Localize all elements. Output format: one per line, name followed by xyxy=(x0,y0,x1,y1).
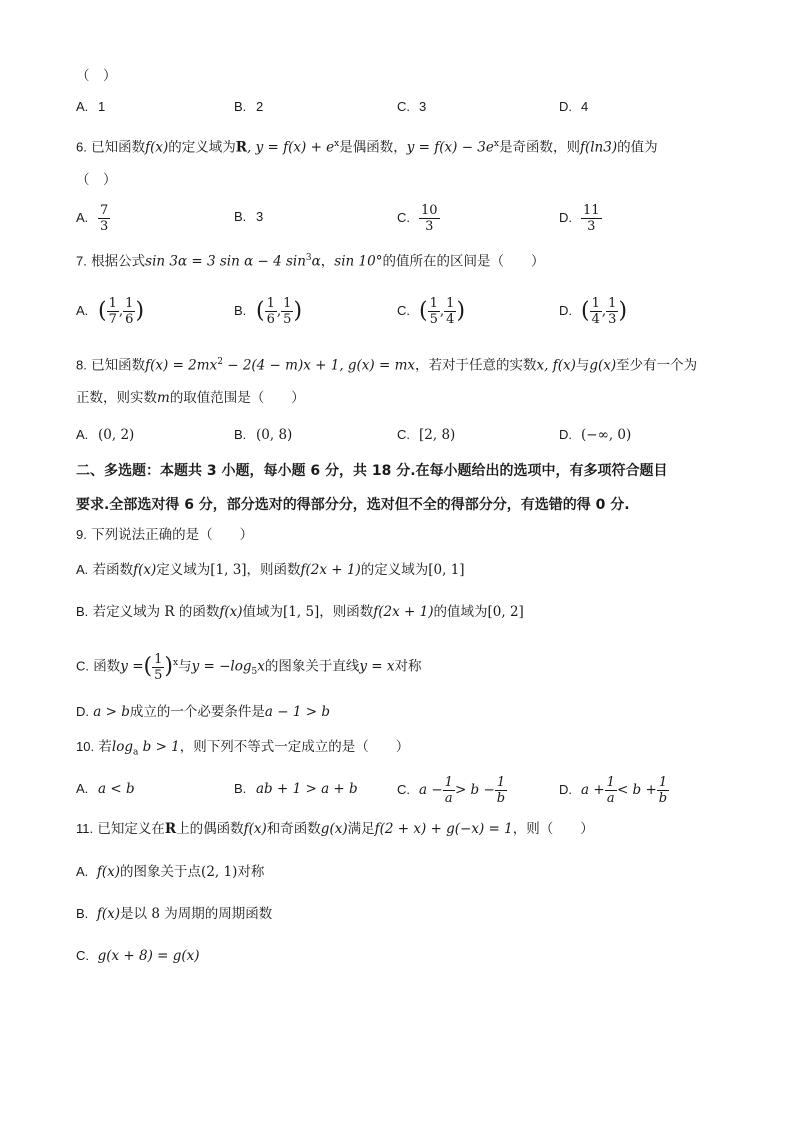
q5-option-a[interactable]: A. 1 xyxy=(76,99,106,114)
q6-option-d[interactable]: D. $\frac{11}{3}$ xyxy=(559,203,600,234)
q9-stem: 9. 下列说法正确的是（ ） xyxy=(76,527,254,543)
q8-option-d[interactable]: D. (−∞, 0) xyxy=(559,427,632,443)
q6-paren: （ ） xyxy=(76,172,117,188)
q8-option-a[interactable]: A. (0, 2) xyxy=(76,427,135,443)
q10-options xyxy=(76,775,736,806)
q9-option-d[interactable]: D. a > b成立的一个必要条件是a − 1 > b xyxy=(76,704,330,720)
q5-option-c[interactable]: C. 3 xyxy=(397,99,427,114)
q11-option-a[interactable]: A. f(x)的图象关于点(2, 1)对称 xyxy=(76,864,265,880)
q10-option-d[interactable]: D. a + $\frac{1}{a}$ < b + $\frac{1}{b}$ xyxy=(559,775,668,806)
q10-stem: 10. 若$\log_a b > 1$，则下列不等式一定成立的是（ ） xyxy=(76,739,410,758)
q5-paren: （ ） xyxy=(76,68,117,84)
q6-option-c[interactable]: C. $\frac{10}{3}$ xyxy=(397,203,438,234)
q6-option-b[interactable]: B. 3 xyxy=(234,209,264,224)
q5-option-b[interactable]: B. 2 xyxy=(234,99,264,114)
q8-option-b[interactable]: B. (0, 8) xyxy=(234,427,293,443)
q5-options xyxy=(76,93,736,121)
q7-option-d[interactable]: D. ( $\frac{1}{4}$ , $\frac{1}{3}$ ) xyxy=(559,296,628,327)
q11-option-b[interactable]: B. f(x)是以 8 为周期的周期函数 xyxy=(76,906,273,922)
q9-option-a[interactable]: A. 若函数f(x)定义域为[1, 3]，则函数f(2x + 1)的定义域为[0, 1] xyxy=(76,562,465,578)
q7-option-a[interactable]: A. ( $\frac{1}{7}$ , $\frac{1}{6}$ ) xyxy=(76,296,145,327)
section2-header-line1: 二、多选题：本题共 3 小题，每小题 6 分，共 18 分.在每小题给出的选项中，有多项符合题目 xyxy=(76,463,668,479)
q10-option-a[interactable]: A. a < b xyxy=(76,781,135,797)
q7-option-c[interactable]: C. ( $\frac{1}{5}$ , $\frac{1}{4}$ ) xyxy=(397,296,466,327)
q5-option-d[interactable]: D. 4 xyxy=(559,99,589,114)
q6-option-a[interactable]: A. $\frac{7}{3}$ xyxy=(76,203,109,234)
q11-option-c[interactable]: C. g(x + 8) = g(x) xyxy=(76,948,200,964)
q8-options xyxy=(76,421,736,449)
q8-stem: 8. 已知函数$f(x) = 2mx^2 - 2(4 - m)x + 1$, g(x) = mx，若对于任意的实数x, f(x)与g(x)至少有一个为 xyxy=(76,357,698,374)
q9-option-b[interactable]: B. 若定义域为 R 的函数f(x)值域为[1, 5]，则函数f(2x + 1)的值域为[0, 2] xyxy=(76,604,524,620)
q10-option-b[interactable]: B. ab + 1 > a + b xyxy=(234,781,358,797)
q6-stem: 6. 已知函数f(x)的定义域为R, $y = f(x) + e^x$是偶函数，$y = f(x) - 3e^x$是奇函数，则f(ln3)的值为 xyxy=(76,139,658,156)
q7-stem: 7. 根据公式sin 3α = 3 sin α − 4 $\sin^3\alpha$，sin 10°的值所在的区间是（ ） xyxy=(76,253,545,270)
q8-stem-line2: 正数，则实数m的取值范围是（ ） xyxy=(76,390,305,406)
section2-header-line2: 要求.全部选对得 6 分，部分选对的得部分分，选对但不全的得部分分，有选错的得 0 分. xyxy=(76,497,630,513)
q7-option-b[interactable]: B. ( $\frac{1}{6}$ , $\frac{1}{5}$ ) xyxy=(234,296,303,327)
q7-options xyxy=(76,296,736,327)
q8-option-c[interactable]: C. [2, 8) xyxy=(397,427,456,443)
q6-options xyxy=(76,203,736,234)
q10-option-c[interactable]: C. a − $\frac{1}{a}$ > b − $\frac{1}{b}$ xyxy=(397,775,506,806)
q11-stem: 11. 已知定义在R上的偶函数f(x)和奇函数g(x)满足f(2 + x) + g(−x) = 1，则（ ） xyxy=(76,821,594,837)
q9-option-c[interactable]: C. 函数y =( $\frac{1}{5}$ )$^x$与$y = -\log_5x$的图象关于直线y = x对称 xyxy=(76,651,422,683)
